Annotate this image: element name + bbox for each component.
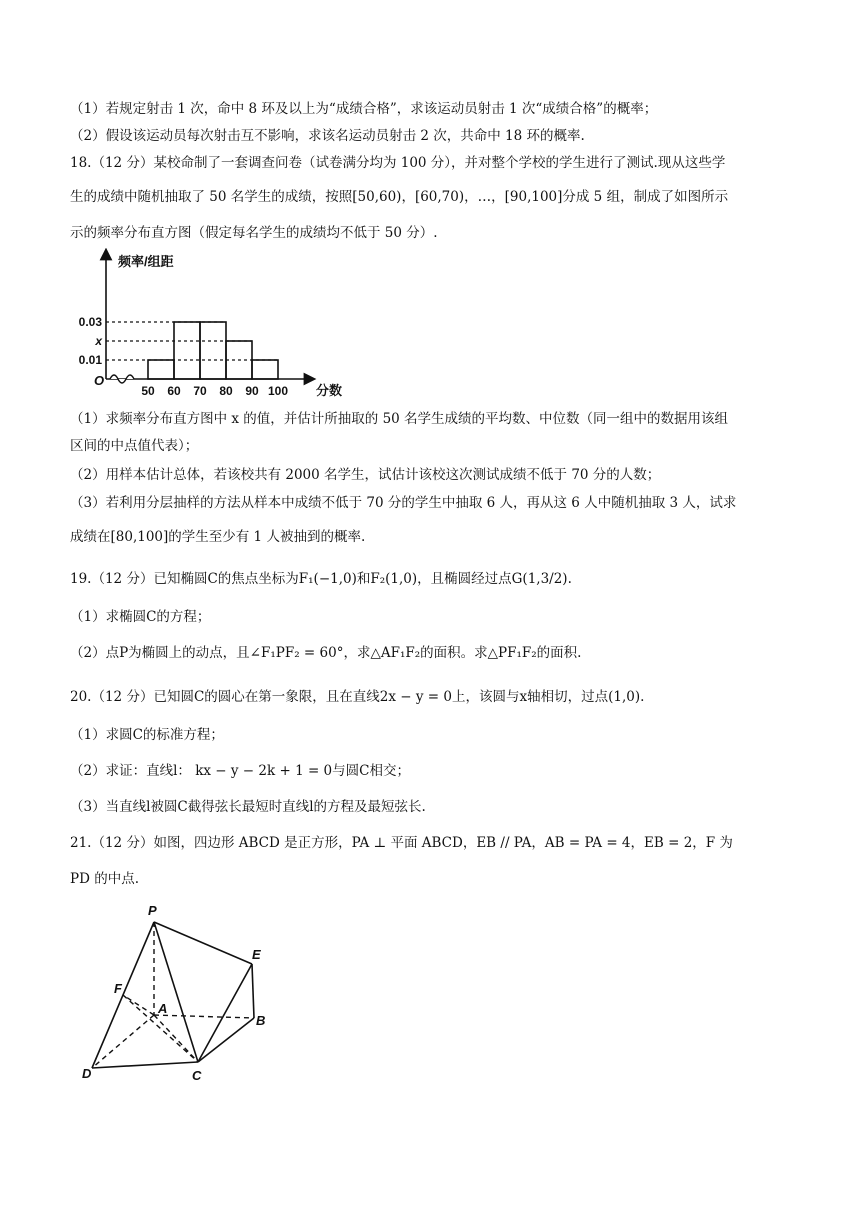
x-tick-100: 100 <box>267 384 289 398</box>
label-p: P <box>148 903 157 918</box>
x-tick-90: 90 <box>245 384 259 398</box>
x-axis-title: 分数 <box>316 383 343 398</box>
q18-part1-line1: （1）求频率分布直方图中 x 的值，并估计所抽取的 50 名学生成绩的平均数、中位数（同一组中的数据用该组 <box>70 411 729 427</box>
q18-part3-line2: 成绩在[80,100]的学生至少有 1 人被抽到的概率. <box>70 529 366 545</box>
label-a: A <box>158 1001 168 1016</box>
pyramid-figure <box>70 895 290 1095</box>
q18-part2: （2）用样本估计总体，若该校共有 2000 名学生，试估计该校这次测试成绩不低于 70 分的人数； <box>70 467 661 483</box>
edge-ce <box>198 964 252 1062</box>
q21-stem-line1: 21.（12 分）如图，四边形 ABCD 是正方形，PA ⊥ 平面 ABCD，EB // PA，AB = PA = 4，EB = 2，F 为 <box>70 835 733 851</box>
q19-stem: 19.（12 分）已知椭圆C的焦点坐标为F₁(−1,0)和F₂(1,0)，且椭圆经过点G(1,3/2). <box>70 571 572 587</box>
q18-stem-line1: 18.（12 分）某校命制了一套调查问卷（试卷满分均为 100 分），并对整个学校的学生进行了测试.现从这些学 <box>70 155 726 171</box>
origin-label: O <box>94 373 105 388</box>
edge-dc <box>92 1062 198 1068</box>
y-tick-0.01: 0.01 <box>78 353 102 367</box>
q19-part2: （2）点P为椭圆上的动点，且∠F₁PF₂ = 60°，求△AF₁F₂的面积。求△PF₁F₂的面积. <box>70 645 582 661</box>
x-tick-60: 60 <box>167 384 181 398</box>
y-tick-x: x <box>95 334 102 348</box>
q20-part2: （2）求证：直线l： kx − y − 2k + 1 = 0与圆C相交； <box>70 763 410 779</box>
edge-cb <box>198 1018 254 1062</box>
axis-break <box>110 375 134 383</box>
bar-70-80 <box>200 322 226 379</box>
x-tick-70: 70 <box>193 384 207 398</box>
label-d: D <box>82 1066 92 1081</box>
q20-part1: （1）求圆C的标准方程； <box>70 727 224 743</box>
q21-stem-line2: PD 的中点. <box>70 871 139 887</box>
label-b: B <box>256 1013 266 1028</box>
bar-90-100 <box>252 360 278 379</box>
q18-stem-line2: 生的成绩中随机抽取了 50 名学生的成绩，按照[50,60)，[60,70)，…，[90,100]分成 5 组，制成了如图所示 <box>70 189 729 205</box>
label-c: C <box>192 1068 202 1083</box>
bar-60-70 <box>174 322 200 379</box>
label-f: F <box>114 981 122 996</box>
x-tick-50: 50 <box>141 384 155 398</box>
y-axis-title: 频率/组距 <box>118 254 174 269</box>
q18-part3-line1: （3）若利用分层抽样的方法从样本中成绩不低于 70 分的学生中抽取 6 人，再从这 6 人中随机抽取 3 人，试求 <box>70 495 737 511</box>
q17-part1: （1）若规定射击 1 次，命中 8 环及以上为“成绩合格”，求该运动员射击 1 次“成绩合格”的概率； <box>70 101 658 117</box>
edge-ab <box>154 1015 254 1018</box>
q20-part3: （3）当直线l被圆C截得弦长最短时直线l的方程及最短弦长. <box>70 799 426 815</box>
q18-part1-line2: 区间的中点值代表）； <box>70 438 199 454</box>
edge-ad <box>92 1015 154 1068</box>
q18-stem-line3: 示的频率分布直方图（假定每名学生的成绩均不低于 50 分）. <box>70 225 438 241</box>
x-tick-80: 80 <box>219 384 233 398</box>
edge-pc <box>154 922 198 1062</box>
edge-pe <box>154 922 252 964</box>
q19-part1: （1）求椭圆C的方程； <box>70 609 211 625</box>
edge-eb <box>252 964 254 1018</box>
q20-stem: 20.（12 分）已知圆C的圆心在第一象限，且在直线2x − y = 0上，该圆与x轴相切，过点(1,0). <box>70 689 645 705</box>
label-e: E <box>252 947 261 962</box>
bar-50-60 <box>148 360 174 379</box>
frequency-histogram <box>70 248 370 398</box>
q17-part2: （2）假设该运动员每次射击互不影响，求该名运动员射击 2 次，共命中 18 环的概率. <box>70 128 585 144</box>
edge-af <box>123 995 154 1015</box>
y-tick-0.03: 0.03 <box>78 315 102 329</box>
